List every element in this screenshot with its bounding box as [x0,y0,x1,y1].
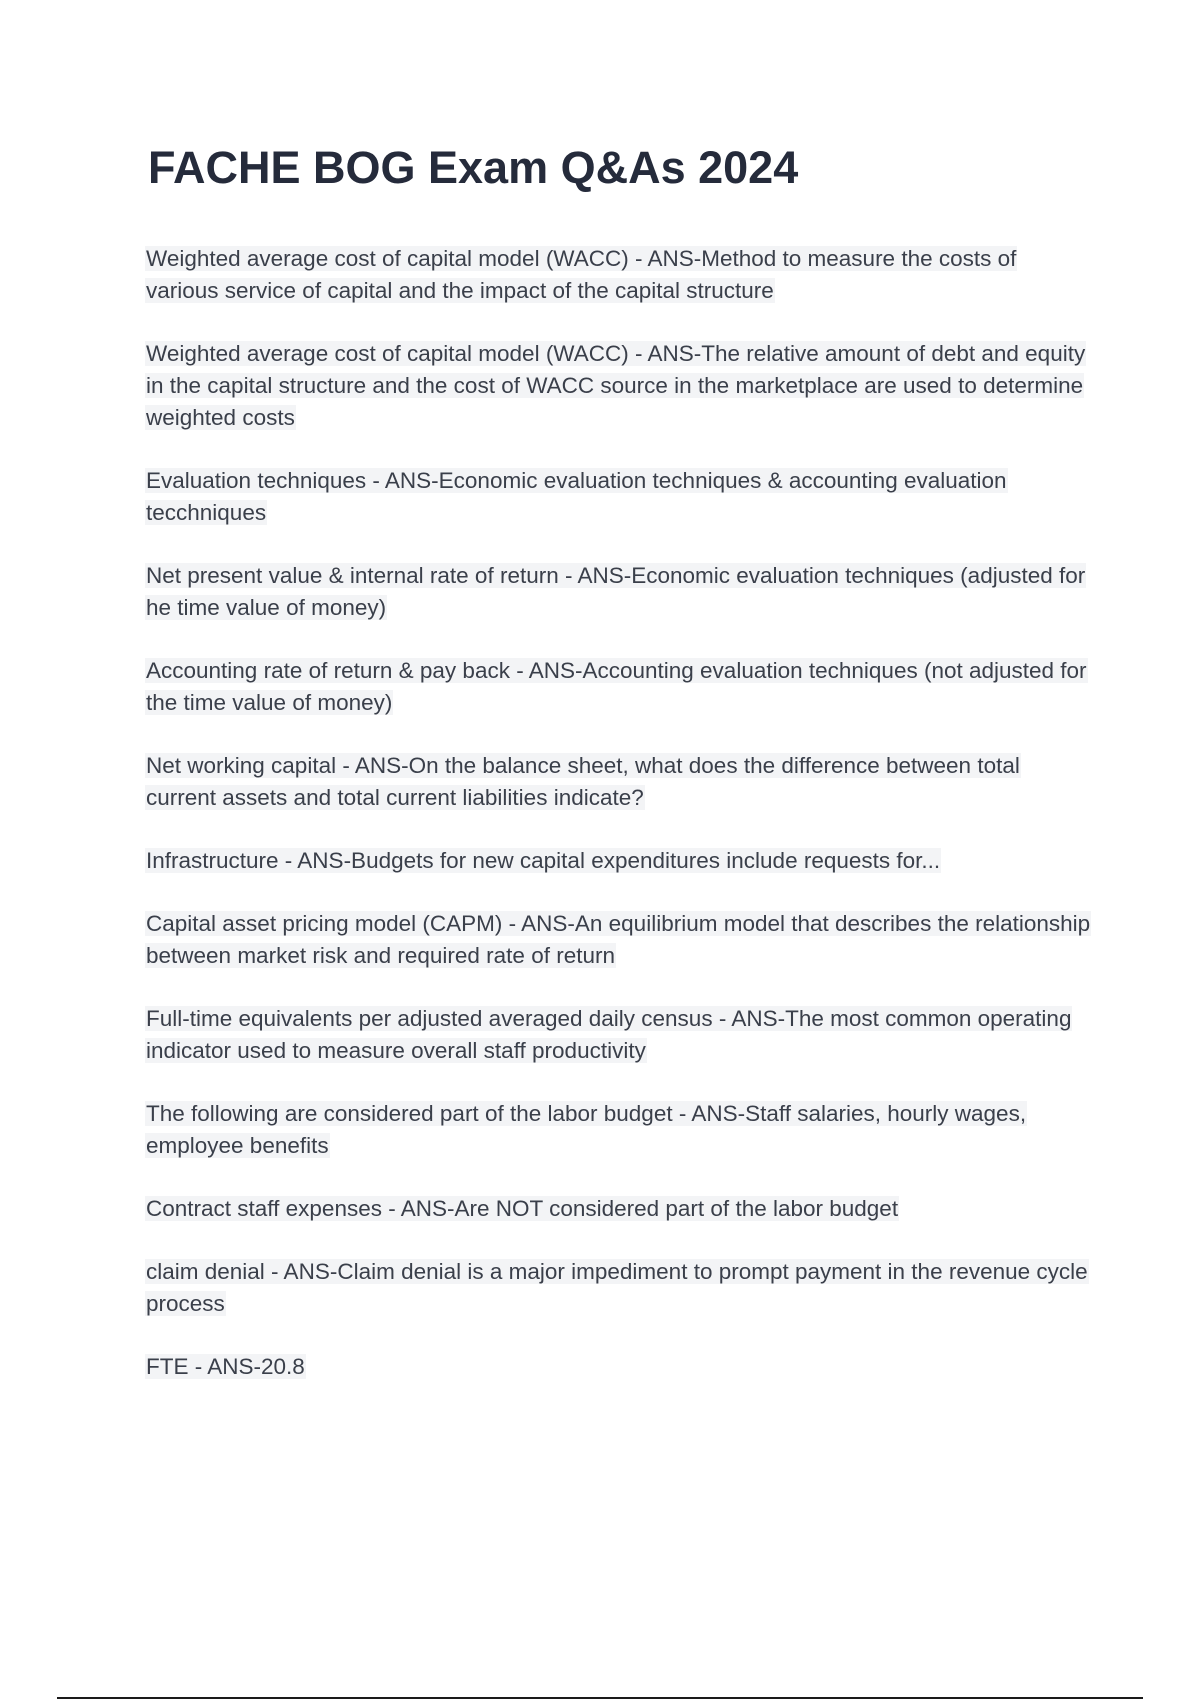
qa-item [145,560,1095,624]
qa-list [145,243,1095,1414]
qa-item [145,243,1095,307]
qa-item [145,845,1095,877]
qa-text: Net working capital - ANS-On the balance sheet, what does the difference between total current assets and total current liabilities indicate? [146,753,1020,810]
qa-item [145,750,1095,814]
qa-item [145,338,1095,434]
qa-text: Accounting rate of return & pay back - ANS-Accounting evaluation techniques (not adjusted for the time value of money) [146,658,1087,715]
page-bottom-rule [57,1697,1143,1699]
document-title: FACHE BOG Exam Q&As 2024 [148,142,799,193]
qa-item [145,1256,1095,1320]
qa-text: Infrastructure - ANS-Budgets for new capital expenditures include requests for... [146,848,941,873]
qa-item [145,655,1095,719]
qa-text: Weighted average cost of capital model (WACC) - ANS-The relative amount of debt and equity in the capital structure and the cost of WACC source in the marketplace are used to determine weighted costs [146,341,1086,430]
qa-text: The following are considered part of the labor budget - ANS-Staff salaries, hourly wages, employee benefits [146,1101,1027,1158]
qa-item [145,1098,1095,1162]
qa-item [145,465,1095,529]
qa-text: Net present value & internal rate of return - ANS-Economic evaluation techniques (adjusted for he time value of money) [146,563,1086,620]
qa-text: Weighted average cost of capital model (WACC) - ANS-Method to measure the costs of various service of capital and the impact of the capital structure [146,246,1017,303]
qa-item [145,1003,1095,1067]
qa-text: Capital asset pricing model (CAPM) - ANS-An equilibrium model that describes the relationship between market risk and required rate of return [146,911,1091,968]
qa-item [145,908,1095,972]
qa-text: Full-time equivalents per adjusted averaged daily census - ANS-The most common operating indicator used to measure overall staff productivity [146,1006,1072,1063]
qa-text: FTE - ANS-20.8 [146,1354,305,1379]
qa-text: Evaluation techniques - ANS-Economic evaluation techniques & accounting evaluation tecchniques [146,468,1007,525]
qa-item [145,1193,1095,1225]
qa-text: Contract staff expenses - ANS-Are NOT considered part of the labor budget [146,1196,899,1221]
qa-text: claim denial - ANS-Claim denial is a major impediment to prompt payment in the revenue cycle process [146,1259,1088,1316]
qa-item [145,1351,1095,1383]
